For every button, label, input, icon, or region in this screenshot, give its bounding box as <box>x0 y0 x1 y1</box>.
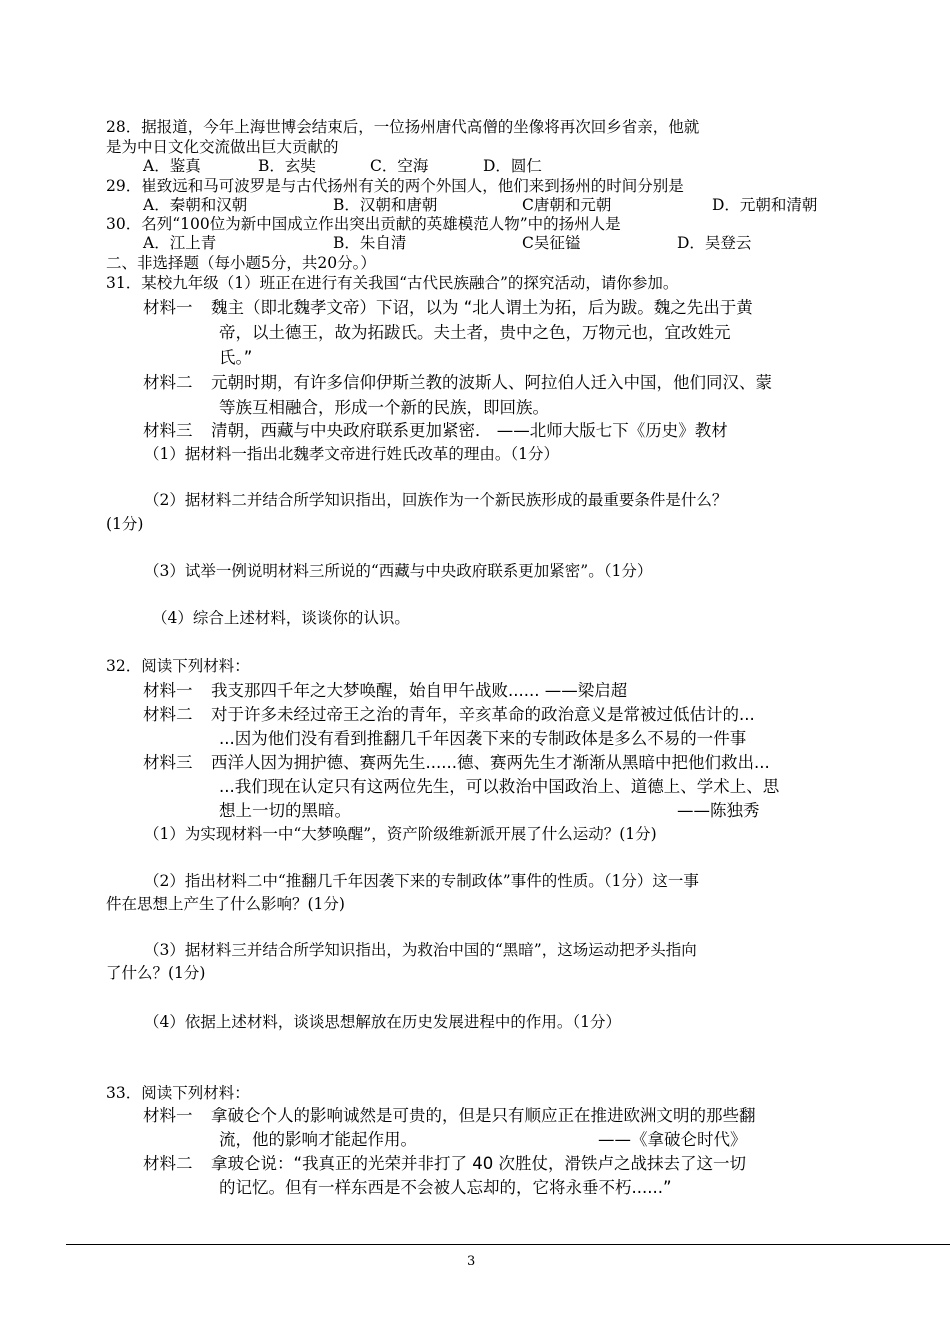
q30-stem: 30．名列“100位为新中国成立作出突出贡献的英雄模范人物”中的扬州人是 <box>106 215 621 233</box>
q33-material1-line2: 流，他的影响才能起作用。 <box>219 1130 417 1149</box>
q31-subquestion-4: （4）综合上述材料，谈谈你的认识。 <box>152 609 410 627</box>
q32-subquestion-1: （1）为实现材料一中“大梦唤醒”，资产阶级维新派开展了什么运动？(1分) <box>144 825 657 843</box>
q31-subquestion-2-line2: (1分) <box>106 515 144 533</box>
q30-option-d: D．吴登云 <box>677 234 752 252</box>
q32-subquestion-2-line1: （2）指出材料二中“推翻几千年因袭下来的专制政体”事件的性质。（1分）这一事 <box>144 872 699 890</box>
q29-option-a: A．秦朝和汉朝 <box>143 196 248 214</box>
q28-stem-line2: 是为中日文化交流做出巨大贡献的 <box>106 138 339 156</box>
q28-stem-line1: 28．据报道，今年上海世博会结束后，一位扬州唐代高僧的坐像将再次回乡省亲，他就 <box>106 118 700 136</box>
q32-subquestion-3-line1: （3）据材料三并结合所学知识指出，为救治中国的“黑暗”，这场运动把矛头指向 <box>144 941 697 959</box>
q31-material1-label: 材料一 <box>143 298 193 317</box>
q28-option-c: C．空海 <box>370 157 429 175</box>
q31-subquestion-1: （1）据材料一指出北魏孝文帝进行姓氏改革的理由。（1分） <box>144 445 559 463</box>
q32-material3-label: 材料三 <box>143 753 193 772</box>
q31-material3-line1: 清朝，西藏与中央政府联系更加紧密． ——北师大版七下《历史》教材 <box>211 421 728 440</box>
q32-material1-label: 材料一 <box>143 681 193 700</box>
q31-material2-line1: 元朝时期，有许多信仰伊斯兰教的波斯人、阿拉伯人迁入中国，他们同汉、蒙 <box>211 373 772 392</box>
q28-option-a: A．鉴真 <box>143 157 201 175</box>
q31-material1-line2: 帝，以土德王，故为拓跋氏。夫土者，贵中之色，万物元也，宜改姓元 <box>219 323 731 342</box>
q32-subquestion-4: （4）依据上述材料，谈谈思想解放在历史发展进程中的作用。（1分） <box>144 1013 621 1031</box>
q33-stem: 33．阅读下列材料： <box>106 1084 250 1102</box>
q31-subquestion-2-line1: （2）据材料二并结合所学知识指出，回族作为一个新民族形成的最重要条件是什么？ <box>144 491 728 509</box>
q33-material1-line1: 拿破仑个人的影响诚然是可贵的，但是只有顺应正在推进欧洲文明的那些翻 <box>211 1106 756 1125</box>
q28-option-d: D．圆仁 <box>483 157 542 175</box>
q32-material3-line2: ...我们现在认定只有这两位先生，可以救治中国政治上、道德上、学术上、思 <box>219 777 780 796</box>
q29-option-d: D．元朝和清朝 <box>712 196 818 214</box>
page-number: 3 <box>467 1254 476 1269</box>
q33-material2-line2: 的记忆。但有一样东西是不会被人忘却的，它将永垂不朽......” <box>219 1178 672 1197</box>
q28-option-b: B．玄奘 <box>258 157 316 175</box>
q31-material3-label: 材料三 <box>143 421 193 440</box>
q32-material2-line1: 对于许多未经过帝王之治的青年，辛亥革命的政治意义是常被过低估计的... <box>211 705 755 724</box>
q31-material1-line1: 魏主（即北魏孝文帝）下诏，以为 “北人谓土为拓，后为跋。魏之先出于黄 <box>211 298 753 317</box>
q31-material1-line3: 氏。” <box>219 348 253 367</box>
q33-material1-label: 材料一 <box>143 1106 193 1125</box>
q32-material2-label: 材料二 <box>143 705 193 724</box>
section-heading: 二、非选择题（每小题5分，共20分。） <box>106 254 376 272</box>
q29-stem: 29．崔致远和马可波罗是与古代扬州有关的两个外国人，他们来到扬州的时间分别是 <box>106 177 684 195</box>
q30-option-c: C吴征镒 <box>522 234 581 252</box>
footer-divider <box>66 1244 950 1245</box>
q29-option-c: C唐朝和元朝 <box>522 196 612 214</box>
q31-material2-line2: 等族互相融合，形成一个新的民族，即回族。 <box>219 398 549 417</box>
q32-material2-line2: ...因为他们没有看到推翻几千年因袭下来的专制政体是多么不易的一件事 <box>219 729 747 748</box>
q32-material1-line1: 我支那四千年之大梦唤醒，始自甲午战败...... ——梁启超 <box>211 681 628 700</box>
q32-material3-line1: 西洋人因为拥护德、赛两先生......德、赛两先生才渐渐从黑暗中把他们救出... <box>211 753 770 772</box>
q31-material2-label: 材料二 <box>143 373 193 392</box>
q32-stem: 32．阅读下列材料： <box>106 657 250 675</box>
q30-option-b: B．朱自清 <box>333 234 407 252</box>
q33-material2-line1: 拿玻仑说：“我真正的光荣并非打了 40 次胜仗，滑铁卢之战抹去了这一切 <box>211 1154 747 1173</box>
q29-option-b: B．汉朝和唐朝 <box>333 196 438 214</box>
q33-material2-label: 材料二 <box>143 1154 193 1173</box>
q32-material3-line3: 想上一切的黑暗。 <box>219 801 351 820</box>
q32-subquestion-2-line2: 件在思想上产生了什么影响？(1分) <box>106 895 345 913</box>
q32-subquestion-3-line2: 了什么？(1分) <box>106 964 206 982</box>
q32-material3-source: ——陈独秀 <box>677 801 760 820</box>
q31-subquestion-3: （3）试举一例说明材料三所说的“西藏与中央政府联系更加紧密”。（1分） <box>144 562 653 580</box>
q33-material1-source: ——《拿破仑时代》 <box>598 1130 747 1149</box>
q31-stem: 31．某校九年级（1）班正在进行有关我国“古代民族融合”的探究活动，请你参加。 <box>106 274 679 292</box>
q30-option-a: A．江上青 <box>143 234 217 252</box>
